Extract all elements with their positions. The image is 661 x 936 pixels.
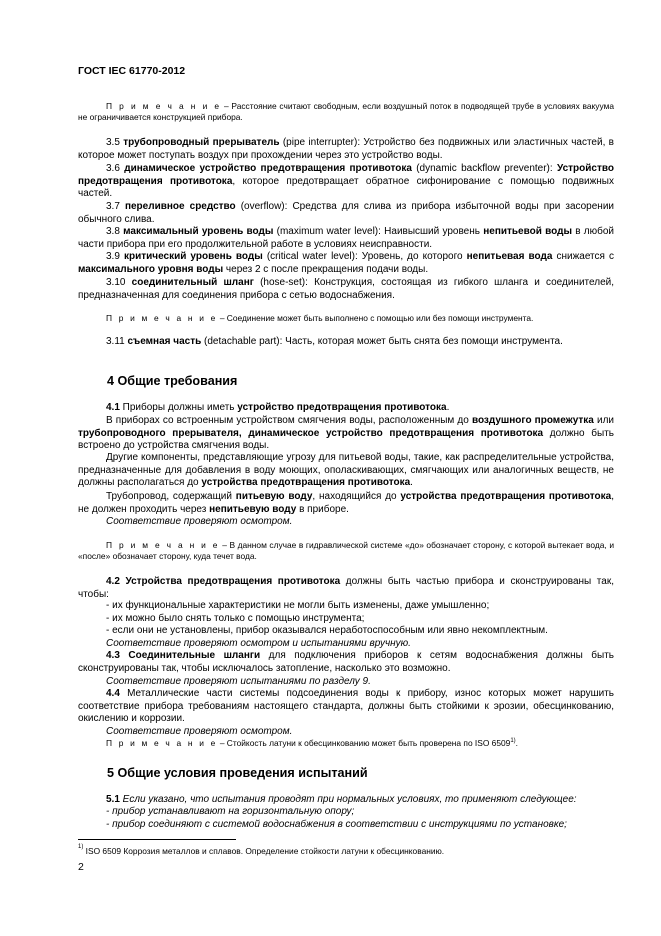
body-text: . xyxy=(410,477,413,489)
list-item: - их функциональные характеристики не могли быть изменены, даже умышленно; xyxy=(106,600,490,611)
section-heading-5: 5 Общие условия проведения испытаний xyxy=(107,766,368,780)
definition-text: (pipe interrupter): Устройство без подвижных или эластичных частей, в которое может поступать воздух при прохождении через это устройство воды. xyxy=(78,137,614,161)
definition-text: (critical water level): Уровень, до которого xyxy=(262,251,467,262)
paragraph-4-1 xyxy=(78,402,614,415)
term: Устройство предотвращения противотока xyxy=(78,163,614,187)
section-heading-4: 4 Общие требования xyxy=(107,374,238,388)
term: Устройства предотвращения противотока xyxy=(119,576,341,587)
footnote-ref[interactable]: 1) xyxy=(510,738,516,744)
definition-3-5 xyxy=(78,137,614,162)
list-item: - если они не установлены, прибор оказывался неработоспособным или явно некомплектным. xyxy=(106,625,548,637)
note-free-distance xyxy=(78,101,614,124)
term: максимальный уровень воды xyxy=(123,226,274,237)
compliance-text: Соответствие проверяют осмотром. xyxy=(106,516,293,527)
clause-number: 3.5 xyxy=(106,137,124,148)
clause-number: 4.4 xyxy=(106,688,120,699)
conditions-list-5-1 xyxy=(106,806,614,831)
compliance-4-2 xyxy=(78,638,614,651)
compliance-4-3 xyxy=(78,676,614,689)
footnote-separator xyxy=(78,839,236,840)
term: переливное средство xyxy=(124,201,236,212)
definition-text: в любой части прибора при его продолжительной работе в условиях неисправности. xyxy=(78,226,615,250)
term: критический уровень воды xyxy=(123,251,263,262)
body-text: . xyxy=(446,402,450,413)
definition-text: (hose-set): Конструкция, состоящая из гибкого шланга и соединителей, предназначенная для соединения прибора с сетью водоснабжения. xyxy=(78,277,614,301)
term: трубопроводный прерыватель xyxy=(123,137,280,148)
clause-number: 4.2 xyxy=(106,576,120,587)
term: устройство предотвращения противотока xyxy=(237,402,447,413)
term: Соединительные шланги xyxy=(119,650,261,661)
paragraph-4-1-pipe xyxy=(78,491,614,516)
paragraph-4-4 xyxy=(78,688,614,726)
body-text: должно быть встроено до устройства смягчения воды. xyxy=(78,427,614,452)
body-text: Приборы должны иметь xyxy=(119,402,238,413)
paragraph-4-2 xyxy=(78,576,614,601)
note-hydraulic xyxy=(78,540,614,563)
footnote-mark: 1) xyxy=(78,844,84,850)
clause-number: 3.6 xyxy=(106,163,125,174)
definition-text: , которое предотвращает обратное сифонирование с помощью подвижных частей. xyxy=(78,175,614,200)
note-text: – Расстояние считают свободным, если воздушный поток в подводящей трубе в условиях вакуума не ограничивается конструкцией прибора. xyxy=(78,101,614,123)
term: воздушного промежутка xyxy=(471,415,594,426)
clause-number: 3.11 xyxy=(106,336,128,347)
definition-3-10 xyxy=(78,277,614,302)
clause-number: 4.3 xyxy=(106,650,120,661)
body-text: Трубопровод, содержащий xyxy=(106,491,236,502)
body-text: или xyxy=(593,415,614,426)
list-item: - их можно было снять только с помощью инструмента; xyxy=(106,612,365,624)
definition-text: (dynamic backflow preventer): xyxy=(411,163,557,174)
note-brass xyxy=(78,738,614,749)
term: соединительный шланг xyxy=(131,277,254,288)
definition-text: (overflow): Средства для слива из прибора избыточной воды при засорении обычного слива. xyxy=(78,201,614,225)
term: устройства предотвращения противотока xyxy=(201,477,411,489)
body-text: , находящийся до xyxy=(312,491,401,502)
body-text: для подключения приборов к сетям водоснабжения должны быть сконструированы так, чтобы исключалось затопление, насколько это возможно. xyxy=(78,650,614,674)
document-header: ГОСТ IEC 61770-2012 xyxy=(78,65,186,77)
body-text: , не должен проходить через xyxy=(78,491,614,515)
body-text: должны быть частью прибора и сконструированы так, чтобы: xyxy=(78,576,614,600)
note-text: – Стойкость латуни к обесцинкованию может быть проверена по ISO 6509 xyxy=(217,738,511,748)
compliance-text: Соответствие проверяют испытаниями по разделу 9. xyxy=(106,676,371,687)
compliance-text: Соответствие проверяют осмотром. xyxy=(106,726,293,737)
clause-number: 3.7 xyxy=(106,201,125,212)
term: максимального уровня воды xyxy=(78,263,224,275)
body-text: Если указано, что испытания проводят при нормальных условиях, то применяют следующее: xyxy=(119,794,577,805)
paragraph-4-1-softener xyxy=(78,415,614,453)
definition-text: (detachable part): Часть, которая может быть снята без помощи инструмента. xyxy=(201,336,563,347)
term: непитьевая вода xyxy=(466,251,553,262)
paragraph-4-1-components xyxy=(78,452,614,490)
definition-3-11 xyxy=(78,336,614,349)
note-label: П р и м е ч а н и е xyxy=(106,738,218,748)
page-number: 2 xyxy=(78,861,84,873)
term: динамическое устройство предотвращения противотока xyxy=(124,163,412,174)
compliance-4-4 xyxy=(78,726,614,739)
body-text: в приборе. xyxy=(296,503,349,515)
term: съемная часть xyxy=(127,336,202,347)
definition-3-9 xyxy=(78,251,614,276)
term: непитьевую воду xyxy=(209,503,297,515)
term: непитьевой воды xyxy=(483,226,573,237)
clause-number: 3.10 xyxy=(106,277,132,288)
clause-number: 3.9 xyxy=(106,251,124,262)
list-item xyxy=(106,806,614,819)
body-text: В приборах со встроенным устройством смягчения воды, расположенным до xyxy=(106,415,472,426)
list-item-text: - прибор устанавливают на горизонтальную опору; xyxy=(106,806,355,817)
note-text: . xyxy=(515,738,518,748)
paragraph-4-3 xyxy=(78,650,614,675)
requirements-list-4-2 xyxy=(106,600,614,638)
paragraph-5-1 xyxy=(78,794,614,807)
footnote xyxy=(78,846,444,856)
body-text: Металлические части системы подсоединения воды к прибору, износ которых может нарушить соответствие прибора требованиям настоящего стандарта, должны быть стойкими к эрозии, обесцинкованию, окислению и коррозии. xyxy=(78,688,614,725)
clause-number: 5.1 xyxy=(106,794,120,805)
compliance-4-1 xyxy=(78,516,614,529)
clause-number: 4.1 xyxy=(106,402,120,413)
definition-3-7 xyxy=(78,201,614,226)
note-label: П р и м е ч а н и е xyxy=(106,101,222,111)
note-label: П р и м е ч а н и е xyxy=(106,540,220,550)
term: питьевую воду xyxy=(235,491,313,502)
compliance-text: Соответствие проверяют осмотром и испытаниями вручную. xyxy=(106,638,411,649)
term: трубопроводного прерывателя, динамическое устройство предотвращения противотока xyxy=(78,427,544,439)
note-label: П р и м е ч а н и е xyxy=(106,313,218,323)
note-text: – В данном случае в гидравлической системе «до» обозначает сторону, с которой вытекает вода, и «после» обозначает сторону, куда течет вода. xyxy=(78,540,614,562)
footnote-text: ISO 6509 Коррозия металлов и сплавов. Определение стойкости латуни к обесцинкованию. xyxy=(83,846,445,856)
note-text: – Соединение может быть выполнено с помощью или без помощи инструмента. xyxy=(217,313,534,323)
definition-3-6 xyxy=(78,163,614,201)
list-item-text: - прибор соединяют с системой водоснабжения в соответствии с инструкциями по установке; xyxy=(106,818,567,830)
definition-3-8 xyxy=(78,226,614,251)
definition-text: (maximum water level): Наивысший уровень xyxy=(273,226,484,237)
term: устройства предотвращения противотока xyxy=(400,491,612,502)
body-text: Другие компоненты, представляющие угрозу для питьевой воды, такие, как распределительные устройства, предназначенные для добавления в воду моющих, ополаскивающих, смягчающих или аналогичных веществ, не должны располагаться до xyxy=(78,452,614,489)
definition-text: через 2 с после прекращения подачи воды. xyxy=(223,263,429,275)
definition-text: снижается с xyxy=(552,251,614,262)
clause-number: 3.8 xyxy=(106,226,124,237)
list-item xyxy=(106,819,614,832)
note-connection xyxy=(78,313,614,324)
